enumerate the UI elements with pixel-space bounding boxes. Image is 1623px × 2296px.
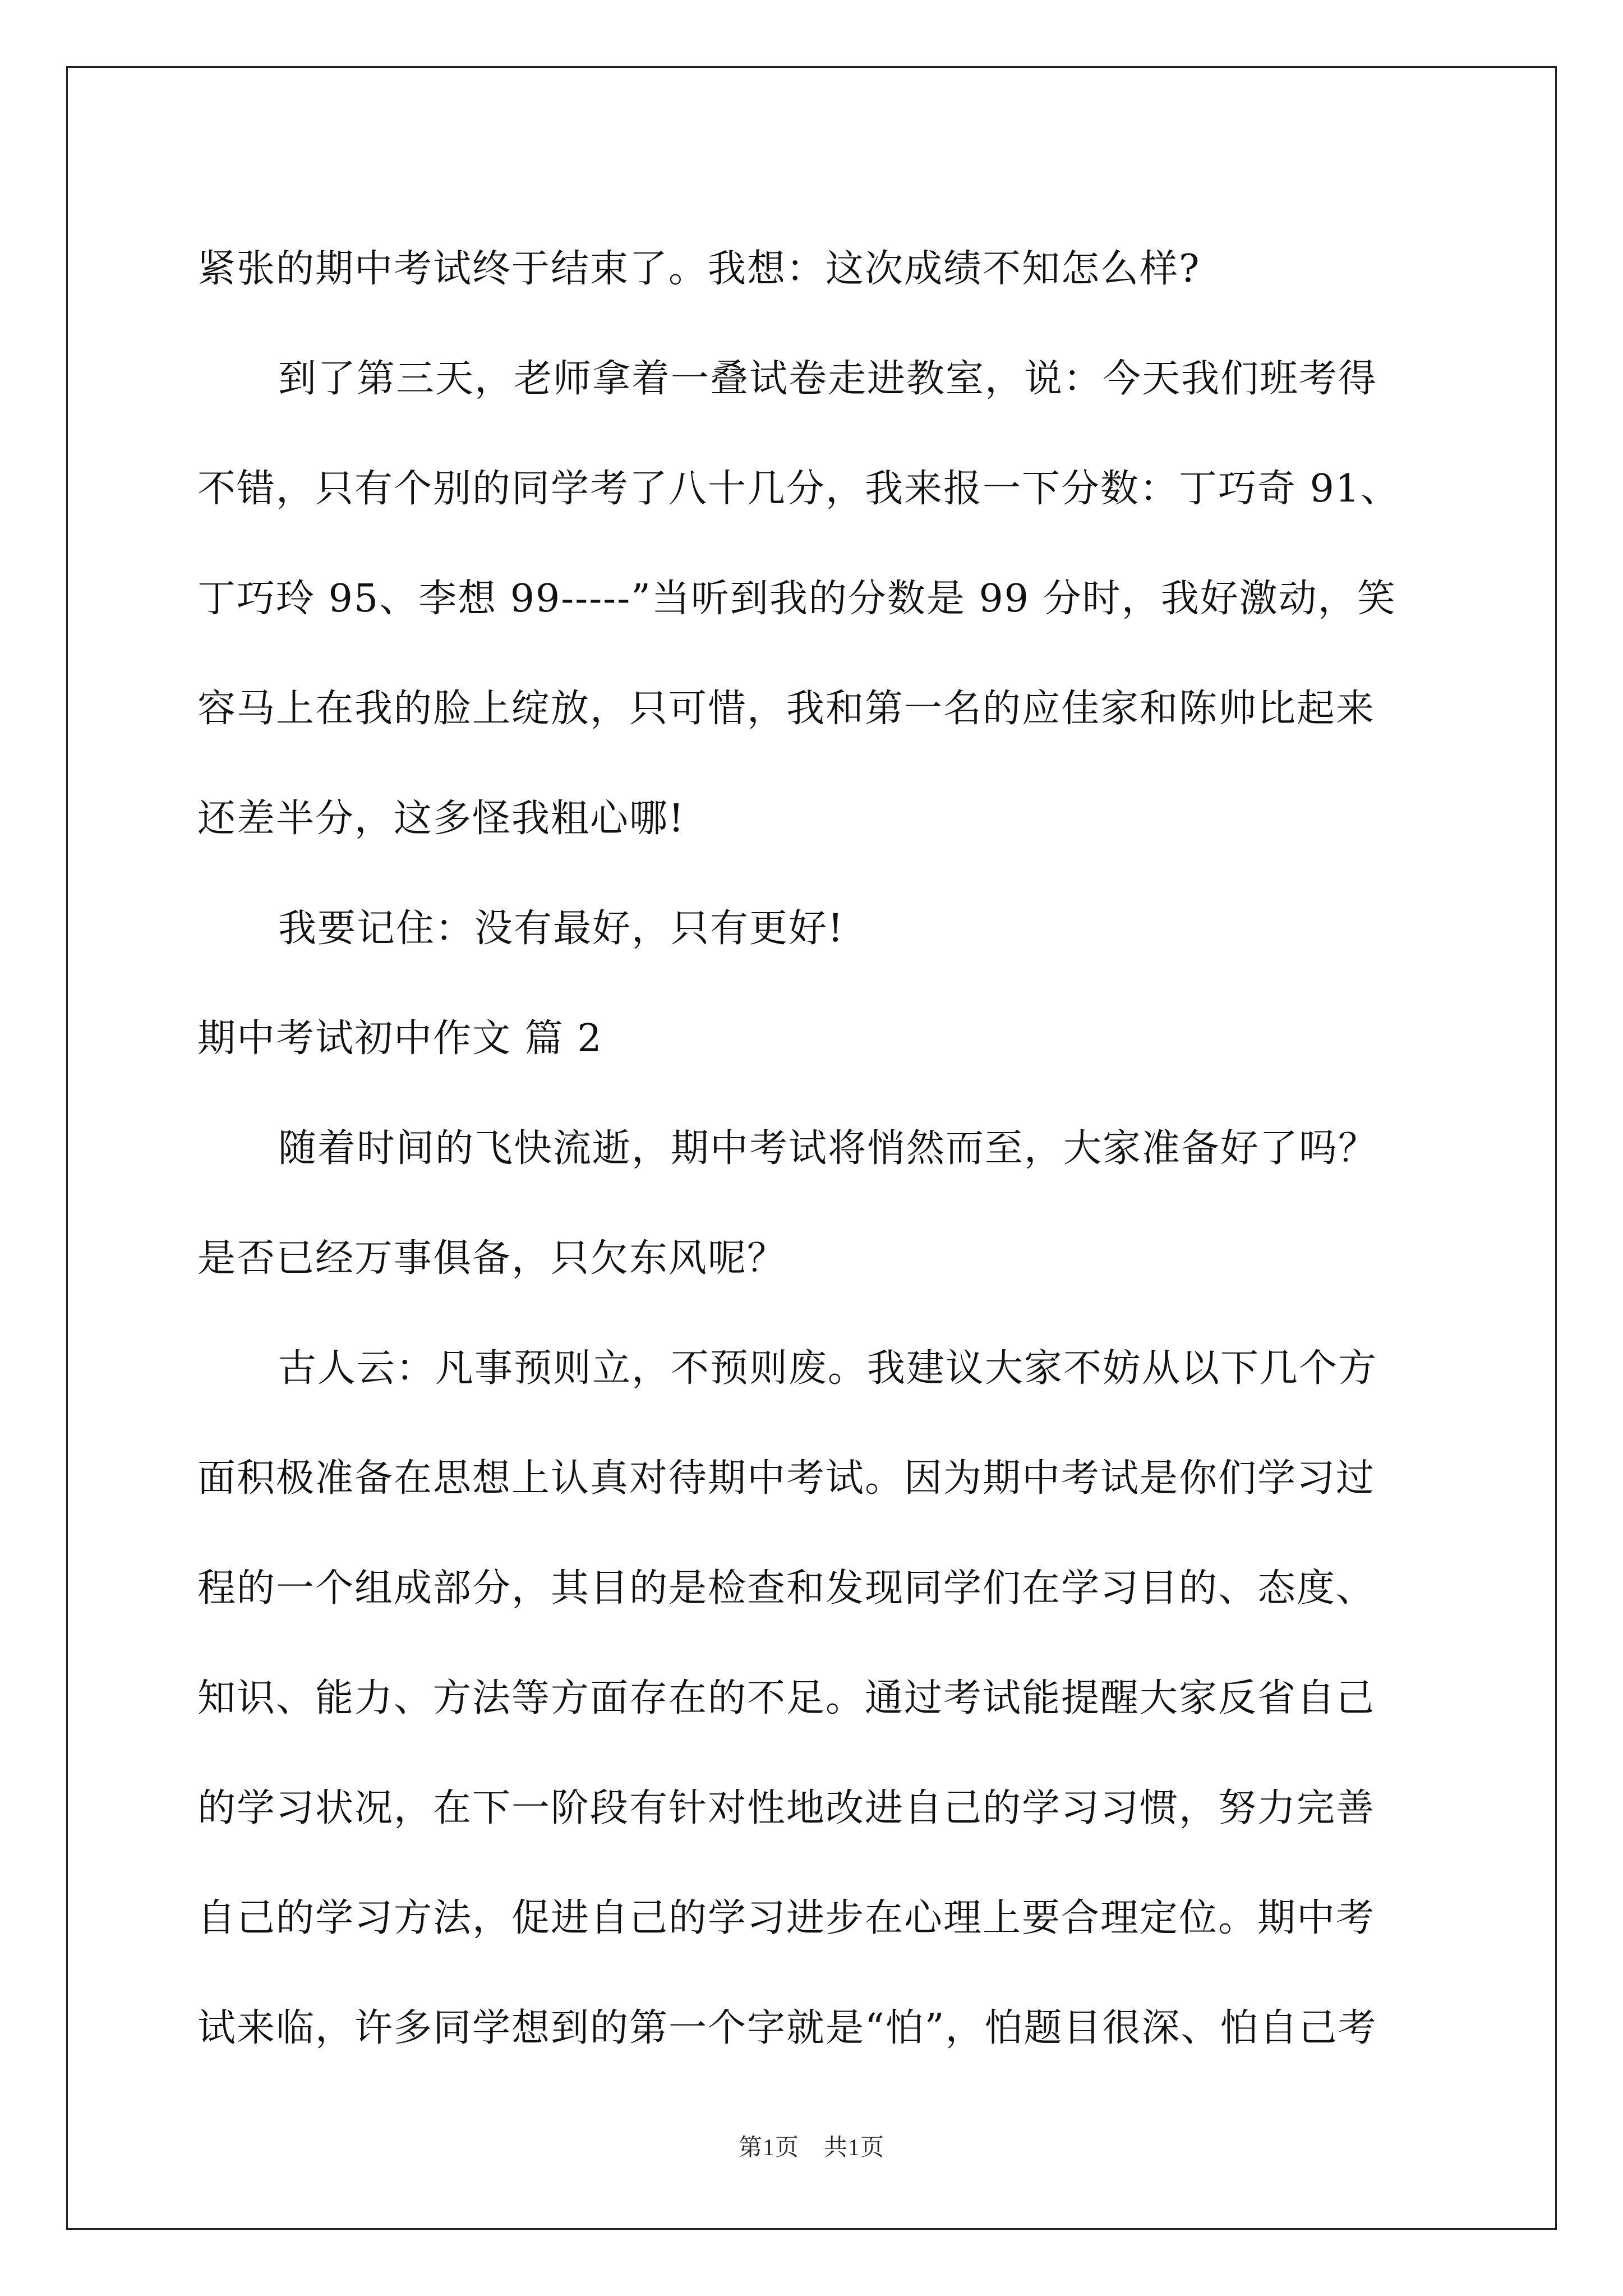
- page-number-total: 共1页: [824, 2135, 885, 2161]
- text-line: 试来临，许多同学想到的第一个字就是“怕”，怕题目很深、怕自己考: [197, 2006, 1377, 2050]
- page-number-current: 第1页: [738, 2135, 799, 2161]
- text-line: 古人云：凡事预则立，不预则废。我建议大家不妨从以下几个方: [278, 1346, 1378, 1391]
- text-line: 还差半分，这多怪我粗心哪!: [197, 797, 685, 841]
- text-line: 丁巧玲 95、李想 99-----”当听到我的分数是 99 分时，我好激动，笑: [197, 577, 1396, 621]
- text-line: 我要记住：没有最好，只有更好!: [278, 907, 845, 951]
- document-body: [197, 214, 1454, 2083]
- section-heading: 期中考试初中作文 篇 2: [197, 1016, 603, 1061]
- text-line: 知识、能力、方法等方面存在的不足。通过考试能提醒大家反省自己: [197, 1676, 1376, 1720]
- text-line: 自己的学习方法，促进自己的学习进步在心理上要合理定位。期中考: [197, 1896, 1376, 1940]
- text-line: 紧张的期中考试终于结束了。我想：这次成绩不知怎么样?: [197, 247, 1201, 291]
- text-line: 容马上在我的脸上绽放，只可惜，我和第一名的应佳家和陈帅比起来: [197, 687, 1376, 731]
- text-line: 到了第三天，老师拿着一叠试卷走进教室，说：今天我们班考得: [278, 357, 1378, 401]
- page-footer: [0, 2129, 1623, 2162]
- text-line: 随着时间的飞快流逝，期中考试将悄然而至，大家准备好了吗？: [278, 1126, 1378, 1171]
- text-line: 面积极准备在思想上认真对待期中考试。因为期中考试是你们学习过: [197, 1456, 1376, 1501]
- text-line: 程的一个组成部分，其目的是检查和发现同学们在学习目的、态度、: [197, 1566, 1376, 1611]
- text-line: 的学习状况，在下一阶段有针对性地改进自己的学习习惯，努力完善: [197, 1786, 1376, 1830]
- text-line: 是否已经万事俱备，只欠东风呢？: [197, 1236, 787, 1281]
- text-line: 不错，只有个别的同学考了八十几分，我来报一下分数：丁巧奇 91、: [197, 467, 1400, 511]
